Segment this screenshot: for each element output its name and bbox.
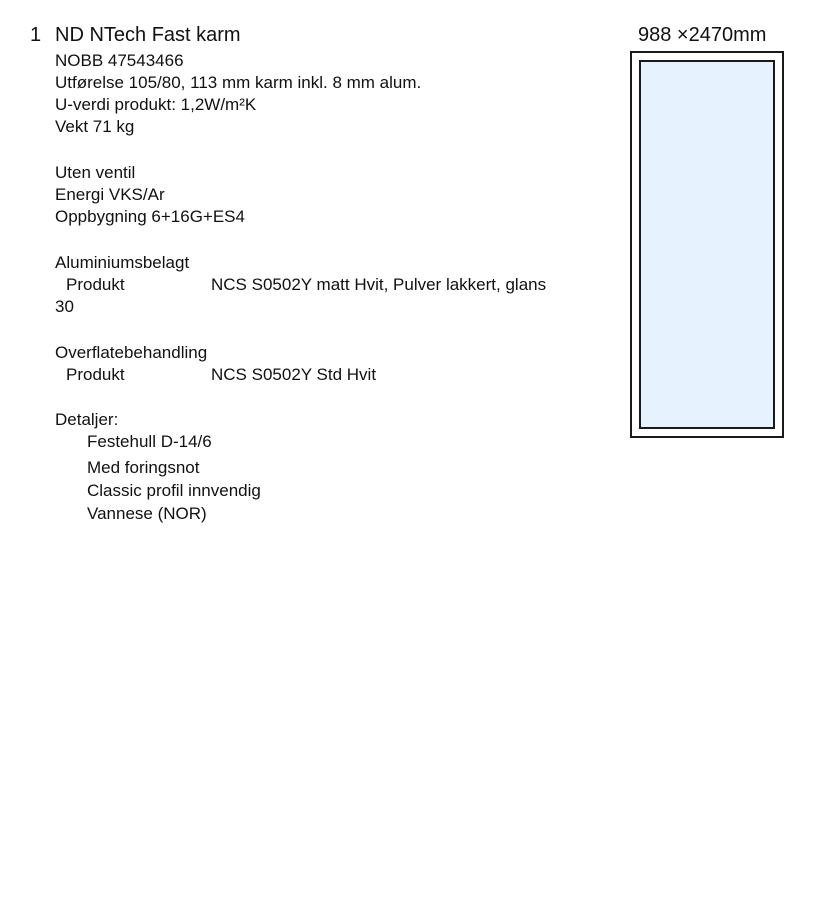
surface-product-label: Produkt (66, 365, 125, 384)
details-item: Vannese (NOR) (87, 504, 207, 523)
details-item: Med foringsnot (87, 458, 200, 477)
utforelse-spec: Utførelse 105/80, 113 mm karm inkl. 8 mm alum. (55, 73, 422, 92)
nobb-number: NOBB 47543466 (55, 51, 184, 70)
details-heading: Detaljer: (55, 410, 119, 429)
aluminium-product-label: Produkt (66, 275, 125, 294)
aluminium-product-value-continued: 30 (55, 297, 74, 316)
u-value-spec: U-verdi produkt: 1,2W/m²K (55, 95, 257, 114)
surface-product-value: NCS S0502Y Std Hvit (211, 365, 377, 384)
details-item: Festehull D-14/6 (87, 432, 212, 451)
details-item: Classic profil innvendig (87, 481, 261, 500)
item-title: ND NTech Fast karm (55, 24, 241, 46)
ventil-spec: Uten ventil (55, 163, 136, 182)
aluminium-heading: Aluminiumsbelagt (55, 253, 190, 272)
oppbygning-spec: Oppbygning 6+16G+ES4 (55, 207, 245, 226)
surface-heading: Overflatebehandling (55, 343, 208, 362)
energi-spec: Energi VKS/Ar (55, 185, 165, 204)
item-dimensions: 988 ×2470mm (638, 24, 767, 46)
weight-spec: Vekt 71 kg (55, 117, 135, 136)
window-glass-pane (639, 60, 775, 429)
window-frame-drawing (630, 51, 784, 438)
aluminium-product-value: NCS S0502Y matt Hvit, Pulver lakkert, glans (211, 275, 547, 294)
item-position-number: 1 (30, 24, 42, 46)
